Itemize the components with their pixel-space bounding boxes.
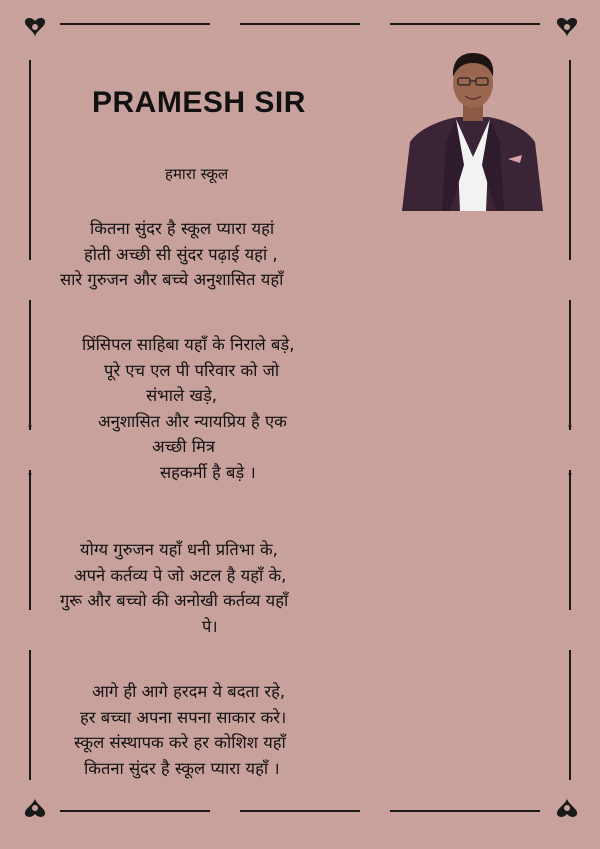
poem-line: पे। [202, 616, 218, 636]
poem-line: हर बच्चा अपना सपना साकार करे। [80, 707, 287, 727]
portrait-photo [400, 47, 545, 211]
frame-gap [569, 610, 571, 650]
poem-title: हमारा स्कूल [165, 165, 229, 183]
poem-line: सहकर्मी है बड़े । [160, 462, 256, 482]
poem-line: स्कूल संस्थापक करे हर कोशिश यहाँ [74, 733, 286, 752]
frame-top-line [60, 23, 540, 25]
poem-line: योग्य गुरुजन यहाँ धनी प्रतिभा के, [80, 540, 278, 559]
corner-ornament-top-right-icon [552, 15, 582, 45]
poem-line: कितना सुंदर है स्कूल प्यारा यहाँ । [84, 758, 280, 778]
side-dots-right-icon [568, 420, 572, 480]
frame-gap [210, 810, 240, 812]
corner-ornament-bottom-left-icon [20, 790, 50, 820]
frame-gap [29, 610, 31, 650]
frame-gap [29, 260, 31, 300]
page-title: PRAMESH SIR [92, 86, 306, 119]
frame-bottom-line [60, 810, 540, 812]
frame-gap [360, 23, 390, 25]
poem-line: अपने कर्तव्य पे जो अटल है यहाँ के, [74, 565, 287, 585]
poem-line: संभाले खड़े, [146, 386, 218, 405]
poem-line: होती अच्छी सी सुंदर पढ़ाई यहां , [84, 244, 278, 264]
poem-line: गुरू और बच्चो की अनोखी कर्तव्य यहाँ [60, 591, 289, 610]
side-dots-left-icon [28, 420, 32, 480]
poem-line: कितना सुंदर है स्कूल प्यारा यहां [90, 219, 275, 238]
poem-line: प्रिंसिपल साहिबा यहाँ के निराले बड़े, [82, 335, 295, 354]
frame-gap [569, 260, 571, 300]
poem-line: सारे गुरुजन और बच्चे अनुशासित यहाँ [60, 270, 284, 289]
poem-line: अनुशासित और न्यायप्रिय है एक [98, 411, 287, 431]
corner-ornament-bottom-right-icon [552, 790, 582, 820]
poem-line: पूरे एच एल पी परिवार को जो [104, 360, 280, 380]
frame-gap [210, 23, 240, 25]
poem-line: अच्छी मित्र [152, 437, 216, 456]
frame-gap [360, 810, 390, 812]
poem-stanza-1 [60, 216, 420, 293]
poem-line: आगे ही आगे हरदम ये बदता रहे, [92, 682, 286, 701]
poem-stanza-2 [82, 332, 442, 485]
person-portrait-icon [400, 47, 545, 211]
corner-ornament-top-left-icon [20, 15, 50, 45]
poem-stanza-4 [70, 679, 430, 781]
poem-stanza-3 [60, 537, 420, 639]
